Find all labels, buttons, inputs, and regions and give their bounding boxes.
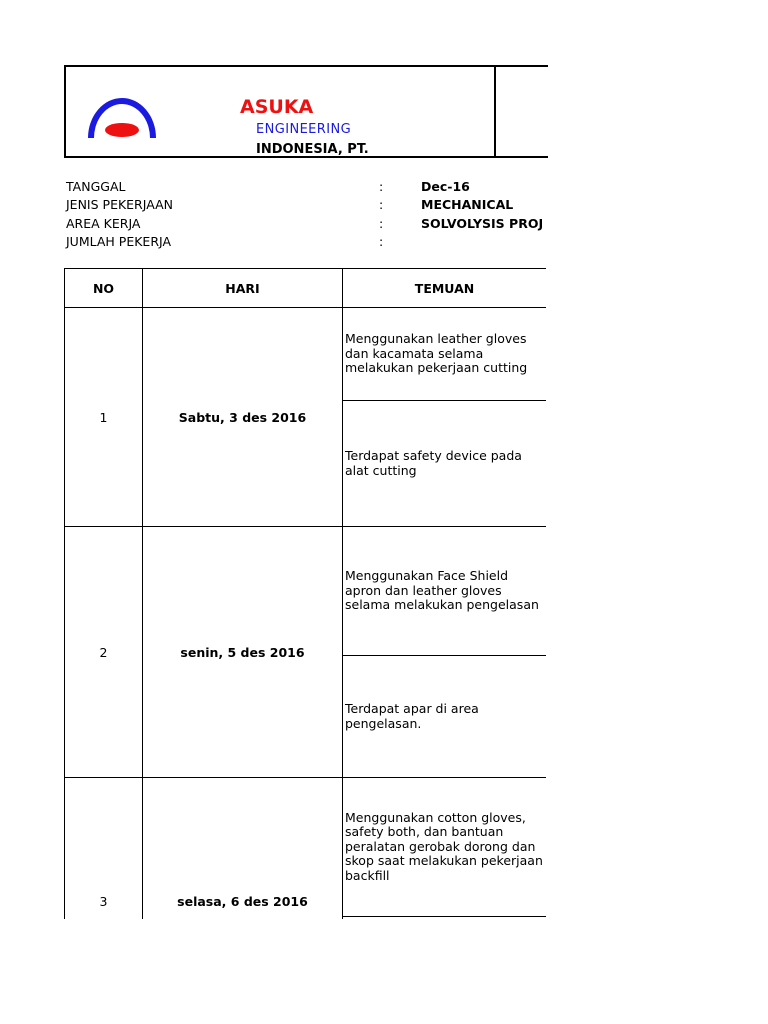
table-row [65,527,547,656]
row-number: 3 [65,778,143,920]
column-header-temuan: TEMUAN [343,269,547,308]
company-subtitle: ENGINEERING [256,122,352,137]
company-name: ASUKA [240,96,314,118]
info-value-area-kerja: SOLVOLYSIS PROJ [421,216,544,231]
info-colon: : [379,179,384,194]
finding-cell: Terdapat apar di area pengelasan. [343,656,547,778]
finding-cell [343,917,547,920]
company-country: INDONESIA, PT. [256,142,369,157]
row-day: senin, 5 des 2016 [143,527,343,778]
info-colon: : [379,197,384,212]
finding-cell: Menggunakan cotton gloves, safety both, dan bantuan peralatan gerobak dorong dan skop saat melakukan pekerjaan backfill [343,778,547,917]
row-day: selasa, 6 des 2016 [143,778,343,920]
info-colon: : [379,234,384,249]
row-number: 2 [65,527,143,778]
findings-table-wrapper [64,268,546,919]
info-value-tanggal: Dec-16 [421,179,470,194]
finding-cell: Terdapat safety device pada alat cutting [343,401,547,527]
company-logo-icon [84,88,160,144]
finding-cell: Menggunakan Face Shield apron dan leather gloves selama melakukan pengelasan [343,527,547,656]
table-row [65,308,547,401]
table-row [65,778,547,917]
info-label-jumlah-pekerja: JUMLAH PEKERJA [66,234,172,249]
info-value-jenis-pekerjaan: MECHANICAL [421,197,514,212]
row-number: 1 [65,308,143,527]
findings-table [64,268,546,919]
column-header-no: NO [65,269,143,308]
info-label-jenis-pekerjaan: JENIS PEKERJAAN [66,197,174,212]
table-header-row [65,269,547,308]
column-header-hari: HARI [143,269,343,308]
info-label-area-kerja: AREA KERJA [66,216,141,231]
info-label-tanggal: TANGGAL [66,179,126,194]
info-colon: : [379,216,384,231]
header-right-cell [496,65,548,158]
finding-cell: Menggunakan leather gloves dan kacamata selama melakukan pekerjaan cutting [343,308,547,401]
row-day: Sabtu, 3 des 2016 [143,308,343,527]
